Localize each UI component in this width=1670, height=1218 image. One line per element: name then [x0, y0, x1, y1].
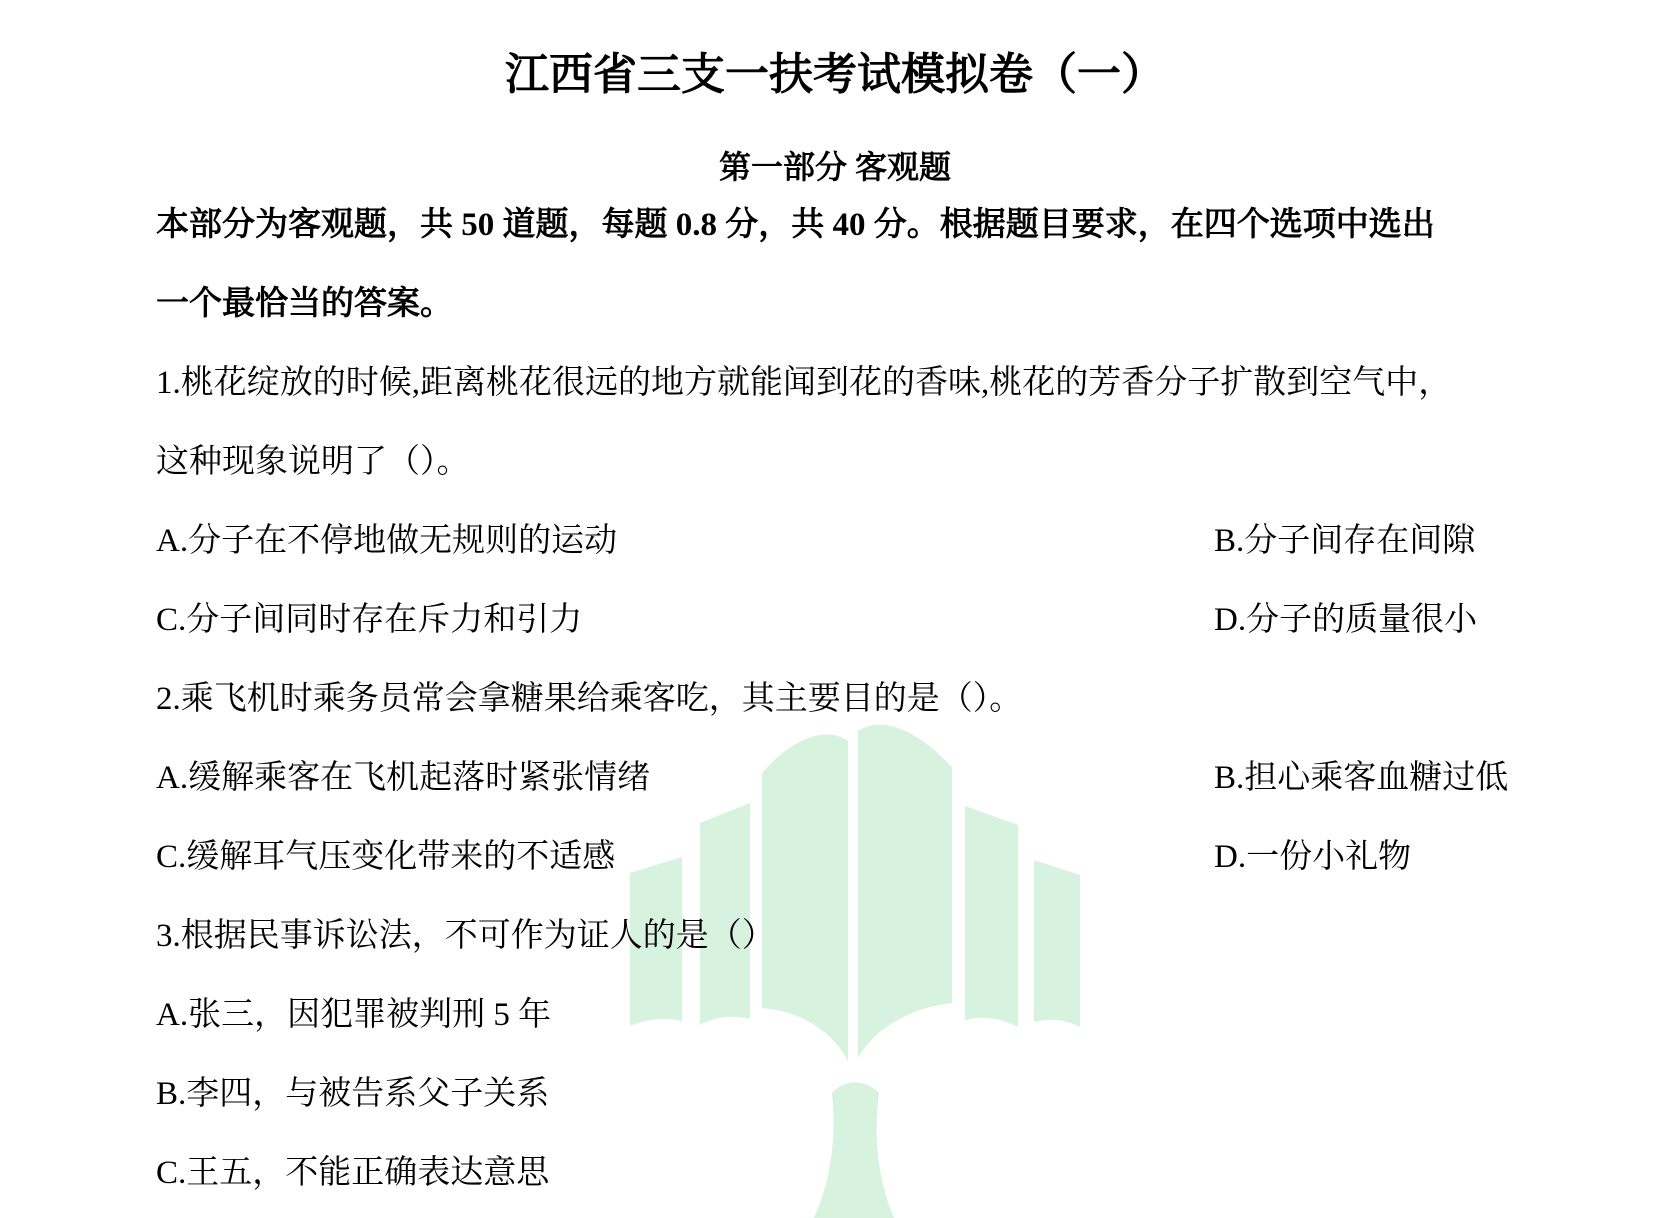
question-3-option-b: B.李四，与被告系父子关系	[156, 1076, 550, 1112]
question-1-stem-line-2: 这种现象说明了（）。	[156, 444, 470, 480]
question-2-options-row-ab	[156, 739, 1536, 818]
question-1-option-d: D.分子的质量很小	[1214, 602, 1478, 638]
instructions-line-2: 一个最恰当的答案。	[156, 286, 453, 322]
question-1-options-row-ab	[156, 502, 1536, 581]
question-3-option-a: A.张三，因犯罪被判刑 5 年	[156, 997, 552, 1033]
question-2-option-c: C.缓解耳气压变化带来的不适感	[156, 839, 616, 875]
question-2-option-d: D.一份小礼物	[1214, 839, 1412, 875]
question-1-options-row-cd	[156, 581, 1536, 660]
question-3-stem: 3.根据民事诉讼法，不可作为证人的是（）	[156, 918, 775, 954]
instructions-line-1: 本部分为客观题，共 50 道题，每题 0.8 分，共 40 分。根据题目要求，在四个选项中选出	[156, 207, 1435, 243]
question-1-option-b: B.分子间存在间隙	[1214, 523, 1476, 559]
question-2-stem: 2.乘飞机时乘务员常会拿糖果给乘客吃，其主要目的是（）。	[156, 681, 1023, 717]
question-2-options-row-cd	[156, 818, 1536, 897]
section-heading: 第一部分 客观题	[718, 149, 951, 185]
questions-area	[156, 186, 1536, 1213]
question-2-option-b: B.担心乘客血糖过低	[1214, 760, 1509, 796]
question-1-option-a: A.分子在不停地做无规则的运动	[156, 523, 618, 559]
question-1-stem-line-1: 1.桃花绽放的时候,距离桃花很远的地方就能闻到花的香味,桃花的芳香分子扩散到空气中，	[156, 365, 1452, 401]
question-2-option-a: A.缓解乘客在飞机起落时紧张情绪	[156, 760, 651, 796]
question-3-option-c: C.王五，不能正确表达意思	[156, 1155, 550, 1191]
question-1-option-c: C.分子间同时存在斥力和引力	[156, 602, 583, 638]
document-title: 江西省三支一扶考试模拟卷（一）	[505, 50, 1165, 99]
